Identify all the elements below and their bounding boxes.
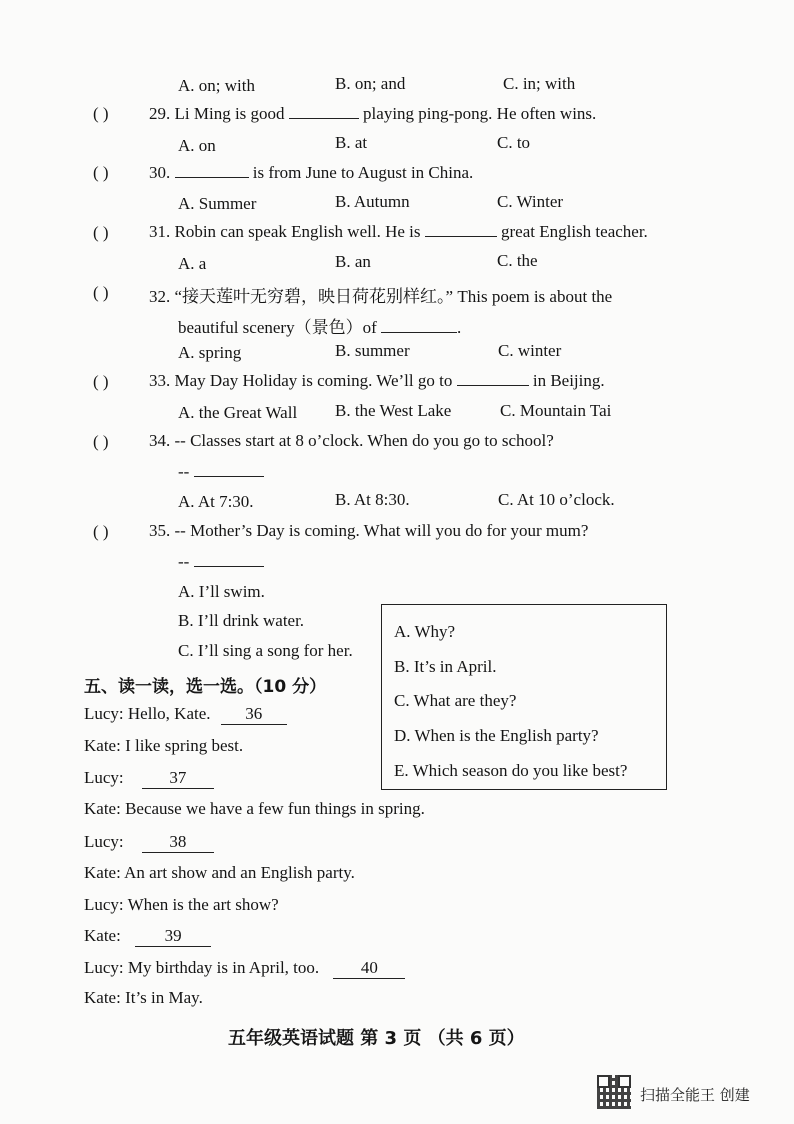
dialogue-line xyxy=(84,863,355,883)
question-30-pre: 30. xyxy=(149,163,171,182)
question-34-blank[interactable] xyxy=(194,462,264,477)
question-34: 34. -- Classes start at 8 o’clock. When do you go to school? xyxy=(149,431,554,450)
q30-option-a: A. Summer xyxy=(178,194,257,213)
question-31-blank[interactable] xyxy=(425,222,497,237)
q35-option-a: A. I’ll swim. xyxy=(178,582,265,601)
question-29-post: playing ping-pong. He often wins. xyxy=(363,104,597,123)
q31-option-b: B. an xyxy=(335,252,371,271)
dialogue-text: It’s in May. xyxy=(125,988,203,1007)
question-32-line2-post: . xyxy=(457,318,462,337)
dialogue-text: I like spring best. xyxy=(125,736,244,755)
qr-code-icon xyxy=(597,1075,631,1109)
question-29-pre: 29. Li Ming is good xyxy=(149,104,285,123)
answer-paren-31[interactable]: ( ) xyxy=(93,223,109,242)
speaker: Kate: xyxy=(84,988,121,1007)
q33-option-a: A. the Great Wall xyxy=(178,403,298,422)
speaker: Lucy: xyxy=(84,958,124,977)
answer-blank-40[interactable]: 40 xyxy=(333,958,405,979)
q32-option-a: A. spring xyxy=(178,343,242,362)
question-31-post: great English teacher. xyxy=(501,222,648,241)
question-35-blank[interactable] xyxy=(194,552,264,567)
question-34-answer-line xyxy=(178,462,264,482)
q32-option-c: C. winter xyxy=(498,341,562,360)
answer-blank-38[interactable]: 38 xyxy=(142,832,214,853)
answer-paren-29[interactable]: ( ) xyxy=(93,104,109,123)
answer-paren-30[interactable]: ( ) xyxy=(93,163,109,182)
question-30 xyxy=(149,163,473,183)
section-5-heading: 五、读一读，选一选。（10 分） xyxy=(84,677,327,697)
speaker: Kate: xyxy=(84,736,121,755)
dialogue-text: Hello, Kate. xyxy=(127,704,211,723)
dialogue-line xyxy=(84,736,243,756)
question-34-dash: -- xyxy=(178,462,190,481)
speaker: Lucy: xyxy=(84,832,124,851)
question-33-post: in Beijing. xyxy=(532,371,605,390)
question-35-dash: -- xyxy=(178,552,190,571)
box-option-c: C. What are they? xyxy=(394,691,517,710)
options-box xyxy=(381,604,667,790)
answer-blank-37[interactable]: 37 xyxy=(142,768,214,789)
box-option-d: D. When is the English party? xyxy=(394,726,599,745)
scanner-watermark: 扫描全能王 创建 xyxy=(640,1086,750,1104)
question-33-blank[interactable] xyxy=(457,371,529,386)
dialogue-text: My birthday is in April, too. xyxy=(127,958,320,977)
question-29-blank[interactable] xyxy=(289,104,359,119)
dialogue-line xyxy=(84,799,425,819)
q28-option-a: A. on; with xyxy=(178,76,255,95)
question-35: 35. -- Mother’s Day is coming. What will you do for your mum? xyxy=(149,521,589,540)
q28-option-c: C. in; with xyxy=(503,74,576,93)
q30-option-c: C. Winter xyxy=(497,192,564,211)
question-32-blank[interactable] xyxy=(381,318,457,333)
dialogue-line xyxy=(84,895,279,915)
q29-option-a: A. on xyxy=(178,136,216,155)
answer-blank-36[interactable]: 36 xyxy=(221,704,287,725)
q34-option-c: C. At 10 o’clock. xyxy=(498,490,615,509)
dialogue-line xyxy=(84,704,287,725)
dialogue-line xyxy=(84,926,211,947)
question-33-pre: 33. May Day Holiday is coming. We’ll go to xyxy=(149,371,453,390)
speaker: Lucy: xyxy=(84,895,124,914)
question-30-post: is from June to August in China. xyxy=(252,163,474,182)
question-33 xyxy=(149,371,605,391)
question-31-pre: 31. Robin can speak English well. He is xyxy=(149,222,421,241)
q34-option-b: B. At 8:30. xyxy=(335,490,410,509)
dialogue-text: When is the art show? xyxy=(127,895,279,914)
box-option-a: A. Why? xyxy=(394,622,456,641)
question-32-line2 xyxy=(178,313,461,338)
page-footer: 五年级英语试题 第 3 页 （共 6 页） xyxy=(228,1028,525,1049)
q34-option-a: A. At 7:30. xyxy=(178,492,254,511)
dialogue-text: An art show and an English party. xyxy=(124,863,355,882)
q33-option-c: C. Mountain Tai xyxy=(500,401,612,420)
dialogue-line xyxy=(84,768,214,789)
answer-blank-39[interactable]: 39 xyxy=(135,926,211,947)
q28-option-b: B. on; and xyxy=(335,74,406,93)
question-32: 32. “接天莲叶无穷碧，映日荷花别样红。” This poem is about the xyxy=(149,287,613,306)
speaker: Kate: xyxy=(84,926,121,945)
answer-paren-34[interactable]: ( ) xyxy=(93,432,109,451)
answer-paren-35[interactable]: ( ) xyxy=(93,522,109,541)
q35-option-b: B. I’ll drink water. xyxy=(178,611,305,630)
box-option-e: E. Which season do you like best? xyxy=(394,761,628,780)
q29-option-b: B. at xyxy=(335,133,368,152)
question-32-line2-pre: beautiful scenery（景色）of xyxy=(178,318,377,337)
dialogue-text: Because we have a few fun things in spring. xyxy=(125,799,425,818)
q35-option-c: C. I’ll sing a song for her. xyxy=(178,641,353,660)
speaker: Kate: xyxy=(84,799,121,818)
box-option-b: B. It’s in April. xyxy=(394,657,497,676)
q30-option-b: B. Autumn xyxy=(335,192,410,211)
question-29 xyxy=(149,104,596,124)
dialogue-line xyxy=(84,832,214,853)
speaker: Lucy: xyxy=(84,768,124,787)
question-31 xyxy=(149,222,648,242)
answer-paren-32[interactable]: ( ) xyxy=(93,283,109,302)
answer-paren-33[interactable]: ( ) xyxy=(93,372,109,391)
q33-option-b: B. the West Lake xyxy=(335,401,452,420)
q31-option-c: C. the xyxy=(497,251,538,270)
q32-option-b: B. summer xyxy=(335,341,410,360)
dialogue-line xyxy=(84,958,405,979)
question-35-answer-line xyxy=(178,552,264,572)
speaker: Lucy: xyxy=(84,704,124,723)
speaker: Kate: xyxy=(84,863,121,882)
dialogue-line xyxy=(84,988,203,1008)
q31-option-a: A. a xyxy=(178,254,207,273)
question-30-blank[interactable] xyxy=(175,163,249,178)
q29-option-c: C. to xyxy=(497,133,531,152)
